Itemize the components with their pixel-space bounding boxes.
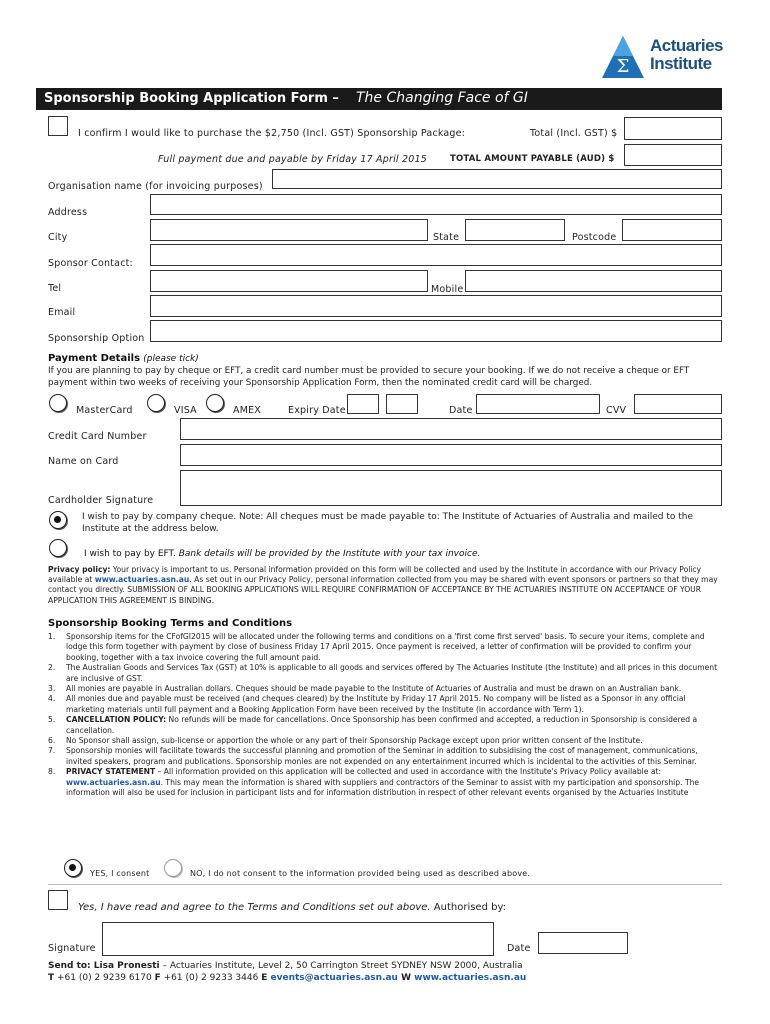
total-amount-payable-label: TOTAL AMOUNT PAYABLE (AUD) $ [450, 154, 615, 164]
total-amount-payable-input[interactable] [624, 144, 722, 166]
logo-text-institute: Institute [650, 54, 712, 73]
footer-send-to [48, 961, 523, 971]
privacy-link[interactable]: www.actuaries.asn.au [94, 575, 190, 585]
email-label: Email [48, 307, 76, 318]
postcode-input[interactable] [622, 219, 722, 241]
mastercard-radio[interactable] [49, 394, 67, 412]
email-input[interactable] [150, 295, 722, 317]
confirm-package-label: I confirm I would like to purchase the $2,750 (Incl. GST) Sponsorship Package: [78, 128, 466, 139]
credit-card-number-label: Credit Card Number [48, 431, 147, 442]
signature-input[interactable] [102, 922, 494, 956]
tel-label: Tel [48, 283, 62, 294]
total-incl-gst-label: Total (Incl. GST) $ [530, 128, 618, 139]
state-label: State [433, 232, 460, 243]
expiry-month-input[interactable] [347, 394, 379, 414]
term-item-8: 8. PRIVACY STATEMENT – All information provided on this application will be collected and used in accordance with the Institute's Privacy Policy available at: www.actuaries.asn.au. This may mean the information is shared with suppliers and contractors of the Seminar to assist with my participation and sponsorship. The information will also be used for inclusion in participant lists and for information distribution in respect of other relevant events organised by the Actuaries Institute [48, 767, 700, 798]
sponsorship-option-input[interactable] [150, 320, 722, 342]
agree-terms-italic: Yes, I have read and agree to the Terms and Conditions set out above. [78, 902, 431, 913]
total-incl-gst-input[interactable] [624, 117, 722, 140]
amex-label: AMEX [233, 405, 262, 416]
signature-label: Signature [48, 943, 96, 954]
eft-text: I wish to pay by EFT. [84, 549, 179, 559]
organisation-input[interactable] [272, 169, 722, 189]
expiry-year-input[interactable] [386, 394, 418, 414]
privacy-policy-label: Privacy policy: [48, 565, 111, 574]
sponsor-contact-label: Sponsor Contact: [48, 258, 133, 269]
payment-instructions: If you are planning to pay by cheque or EFT, a credit card number must be provided to secure your booking. If we do not receive a cheque or EFT payment within two weeks of receiving your Sponsorship Application Form, then the nominated credit card will be charged. [48, 366, 690, 388]
city-label: City [48, 232, 68, 243]
cheque-radio[interactable] [49, 511, 67, 529]
footer-website-link[interactable]: www.actuaries.asn.au [411, 973, 527, 983]
amex-radio[interactable] [206, 394, 224, 412]
logo-text-actuaries: Actuaries [650, 36, 723, 55]
svg-text:Σ: Σ [616, 56, 630, 77]
footer-fax: +61 (0) 2 9233 3446 [160, 973, 262, 983]
mobile-label: Mobile [431, 284, 464, 295]
term-item-4: 4. All monies due and payable must be received (and cheques cleared) by the Institute by Friday 17 April 2015. No company will be listed as a Sponsor in any official marketing materials until full payment and a Booking Application Form have been received by the Institute (in accordance with Term 1). [48, 694, 686, 714]
consent-divider [48, 884, 722, 885]
cardholder-signature-input[interactable] [180, 470, 722, 506]
payment-heading-note: (please tick) [143, 354, 199, 364]
term-item-1: 1. Sponsorship items for the CFofGI2015 will be allocated under the following terms and conditions on a 'first come first served' basis. To secure your items, complete and lodge this form together with payment by close of business Friday 17 April 2015. Once payment is received, a letter of confirmation will be provided to confirm your booking, together with a tax invoice covering the full amount paid. [48, 632, 705, 662]
name-on-card-input[interactable] [180, 444, 722, 466]
send-to-address: – Actuaries Institute, Level 2, 50 Carrington Street SYDNEY NSW 2000, Australia [159, 961, 523, 971]
consent-no-radio[interactable] [164, 859, 182, 877]
term-item-2: 2. The Australian Goods and Services Tax (GST) at 10% is applicable to all goods and services offered by The Actuaries Institute (the Institute) and all prices in this document are inclusive of GST. [48, 663, 718, 683]
consent-yes-label: YES, I consent [90, 869, 150, 878]
privacy-policy-text [48, 565, 722, 606]
cvv-input[interactable] [634, 394, 722, 414]
address-input[interactable] [150, 194, 722, 215]
authorised-by-label: Authorised by: [430, 902, 507, 913]
footer-contacts: T +61 (0) 2 9239 6170 F +61 (0) 2 9233 3446 E events@actuaries.asn.au W www.actuaries.asn.au [48, 973, 527, 983]
consent-no-label: NO, I do not consent to the information provided being used as described above. [190, 869, 531, 878]
full-payment-note: Full payment due and payable by Friday 17 April 2015 [158, 154, 427, 165]
date-label: Date [449, 405, 473, 416]
date-input[interactable] [476, 394, 600, 414]
terms-list [48, 632, 720, 799]
term-item-7: 7. Sponsorship monies will facilitate towards the successful planning and promotion of the Seminar in addition to subsidising the cost of management, communications, invited speakers, program and publications. Sponsorship monies are not expended on any entertainment incurred which is incidental to the activities of this Seminar. [48, 746, 698, 766]
payment-details-heading [48, 353, 199, 364]
state-input[interactable] [465, 219, 565, 241]
actuaries-institute-logo [600, 34, 740, 82]
visa-radio[interactable] [147, 394, 165, 412]
form-subtitle: The Changing Face of GI [356, 90, 528, 106]
confirm-package-checkbox[interactable] [48, 116, 68, 136]
terms-heading: Sponsorship Booking Terms and Conditions [48, 618, 293, 629]
term-item-6: 6. No Sponsor shall assign, sub-license or apportion the whole or any part of their Sponsorship Package except upon prior written consent of the Institute. [48, 736, 643, 746]
visa-label: VISA [174, 405, 197, 416]
form-title-bar [36, 88, 722, 110]
city-input[interactable] [150, 219, 428, 241]
logo-triangle-icon [600, 34, 646, 80]
privacy-text-2: . As set out in our Privacy Policy, personal information collected from you may be shared with event sponsors or partners so that they may contact you directly. SUBMISSION OF ALL BOOKING APPLICATIONS WILL REQUIRE CONFIRMATION OF ACCEPTANCE BY THE ACTUARIES INSTITUTE ON ACCEPTANCE OF YOUR APPLICATION THIS AGREEMENT IS BINDING. [48, 575, 718, 605]
address-label: Address [48, 207, 88, 218]
tel-input[interactable] [150, 270, 428, 292]
footer-email-link[interactable]: events@actuaries.asn.au [267, 973, 402, 983]
eft-radio[interactable] [49, 539, 67, 557]
term-item-3: 3. All monies are payable in Australian dollars. Cheques should be made payable to the Institute of Actuaries of Australia and must be drawn on an Australian bank. [48, 684, 682, 694]
sponsor-contact-input[interactable] [150, 244, 722, 266]
name-on-card-label: Name on Card [48, 456, 119, 467]
eft-text-row [84, 549, 480, 559]
credit-card-number-input[interactable] [180, 418, 722, 440]
agree-terms-checkbox[interactable] [48, 890, 68, 910]
postcode-label: Postcode [572, 232, 617, 243]
cardholder-signature-label: Cardholder Signature [48, 495, 154, 506]
eft-note: Bank details will be provided by the Institute with your tax invoice. [178, 549, 481, 559]
privacy-text-1: Your privacy is important to us. Personal information provided on this form will be collected and used by the Institute in accordance with our Privacy Policy available at [48, 565, 702, 585]
organisation-label: Organisation name (for invoicing purposes) [48, 181, 263, 192]
consent-yes-radio[interactable] [64, 859, 82, 877]
agree-terms-text [78, 902, 506, 913]
cheque-text: I wish to pay by company cheque. Note: All cheques must be made payable to: The Institute of Actuaries of Australia and mailed to the Institute at the address below. [82, 512, 694, 534]
payment-heading-text: Payment Details [48, 353, 141, 364]
footer-phone: +61 (0) 2 9239 6170 [54, 973, 155, 983]
expiry-date-label: Expiry Date [288, 405, 346, 416]
agree-date-label: Date [507, 943, 531, 954]
mobile-input[interactable] [465, 270, 722, 292]
form-title: Sponsorship Booking Application Form – [44, 91, 344, 106]
sponsorship-option-label: Sponsorship Option [48, 333, 145, 344]
cvv-label: CVV [606, 405, 627, 416]
mastercard-label: MasterCard [76, 405, 133, 416]
term-item-5: 5. CANCELLATION POLICY: No refunds will be made for cancellations. Once Sponsorship has been confirmed and accepted, a reduction in Sponsorship is considered a cancellation. [48, 715, 698, 735]
send-to-label: Send to: Lisa Pronesti [48, 961, 160, 971]
agree-date-input[interactable] [538, 932, 628, 954]
